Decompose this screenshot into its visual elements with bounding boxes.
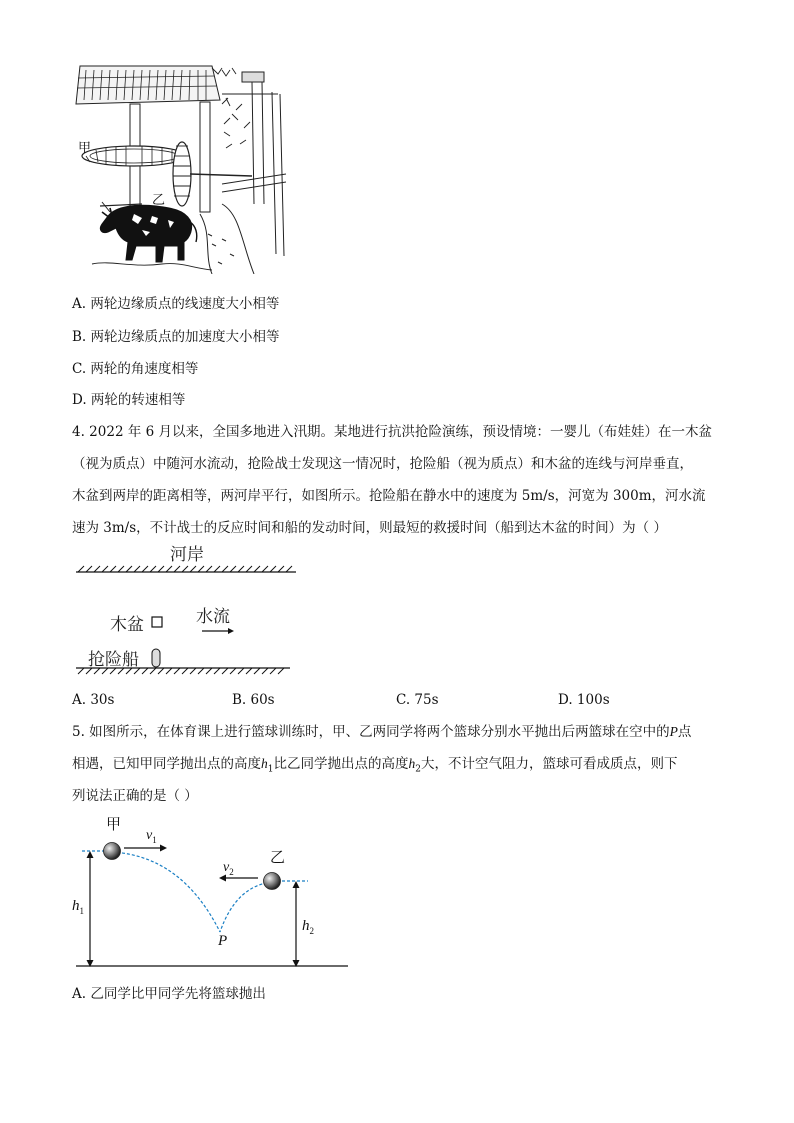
boat-marker (152, 649, 160, 667)
q3-option-d: D. 两轮的转速相等 (72, 392, 186, 408)
q4-line-3: 木盆到两岸的距离相等，两河岸平行，如图所示。抢险船在静水中的速度为 5m/s，河宽为 300m，河水流 (72, 488, 706, 504)
q4-line-1: 4. 2022 年 6 月以来，全国多地进入汛期。某地进行抗洪抢险演练，预设情境：一婴儿（布娃娃）在一木盆 (72, 424, 712, 440)
boat-label: 抢险船 (88, 650, 139, 670)
basin-marker (152, 617, 162, 627)
wheel-jia-label: 甲 (78, 141, 92, 156)
h2-label: $h_2$ (302, 918, 314, 936)
q4-option-d: D. 100s (558, 692, 610, 708)
q4-option-b: B. 60s (232, 692, 275, 708)
q3-option-b: B. 两轮边缘质点的加速度大小相等 (72, 329, 280, 345)
basin-label: 木盆 (110, 615, 144, 635)
q5-option-a: A. 乙同学比甲同学先将篮球抛出 (72, 986, 266, 1002)
v1-label: $v_1$ (146, 828, 157, 845)
p-label: P (218, 933, 228, 949)
waterwheel-illustration (72, 64, 294, 274)
wheel-yi-label: 乙 (152, 193, 166, 208)
q3-option-a: A. 两轮边缘质点的线速度大小相等 (72, 296, 280, 312)
h1-text: h (261, 756, 268, 771)
ball-yi (264, 873, 281, 890)
river-rescue-figure (72, 542, 302, 684)
q3-option-c: C. 两轮的角速度相等 (72, 361, 199, 377)
h2-text: h (408, 756, 416, 771)
yi-label: 乙 (270, 848, 286, 866)
q5-line-3: 列说法正确的是（ ） (72, 788, 198, 804)
jia-label: 甲 (106, 815, 122, 833)
q5-line-1: 5. 如图所示，在体育课上进行篮球训练时，甲、乙两同学将两个篮球分别水平抛出后两篮球在空中的P点 (72, 724, 692, 740)
q5-line-2: 相遇，已知甲同学抛出点的高度$h_1$比乙同学抛出点的高度$h_2$大，不计空气阻力，篮球可看成质点，则下 (72, 756, 678, 775)
h1-label: $h_1$ (72, 898, 84, 916)
q4-line-2: （视为质点）中随河水流动，抢险战士发现这一情况时，抢险船（视为质点）和木盆的连线与河岸垂直， (72, 456, 693, 472)
v2-label: $v_2$ (223, 860, 234, 877)
q4-option-a: A. 30s (72, 692, 115, 708)
q4-option-c: C. 75s (396, 692, 439, 708)
q4-line-4: 速为 3m/s，不计战士的反应时间和船的发动时间，则最短的救援时间（船到达木盆的时间）为（ ） (72, 520, 667, 536)
ball-jia (104, 843, 121, 860)
point-p-text: P (669, 724, 678, 739)
basketball-figure (72, 812, 352, 972)
riverbank-label: 河岸 (170, 545, 204, 565)
flow-label: 水流 (196, 607, 230, 627)
